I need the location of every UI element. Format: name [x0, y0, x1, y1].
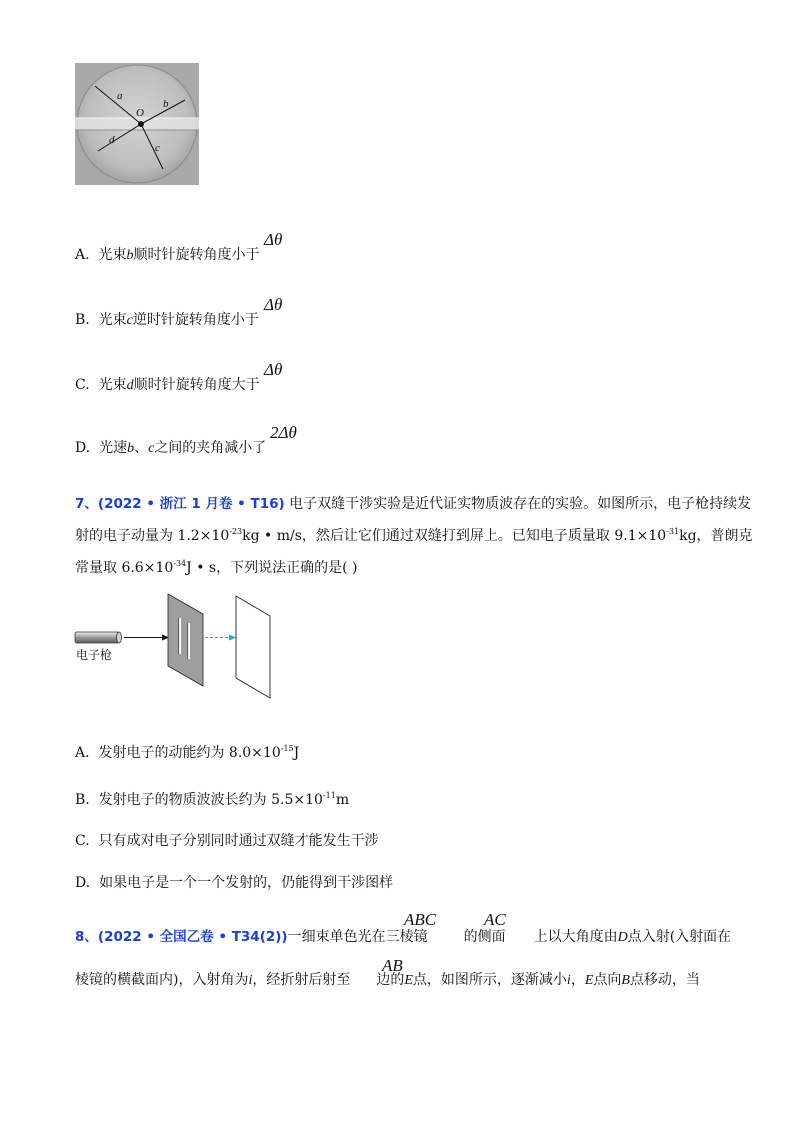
q6-option-b[interactable]: B. 光束c逆时针旋转角度小于 [75, 312, 259, 328]
q6-option-d[interactable]: D. 光速b、c之间的夹角减小了 [75, 440, 267, 456]
q6-option-a-math: Δθ [264, 230, 283, 249]
label-c: c [155, 142, 160, 154]
q8-math-ab: AB [382, 956, 403, 975]
q6-option-b-math: Δθ [264, 295, 283, 314]
label-d: d [109, 134, 115, 146]
double-slit-svg [70, 590, 290, 700]
electron-gun-label: 电子枪 [76, 648, 113, 662]
label-b: b [163, 98, 169, 110]
q7-option-b[interactable]: B. 发射电子的物质波波长约为 $5.5\times 10^{-11}m$ [75, 791, 350, 808]
q7-stem-line3: 常量取 $6.6\times 10^{-34}J$ • s，下列说法正确的是( ) [75, 559, 358, 576]
q8-math-abc: ABC [404, 910, 437, 929]
q8-stem-line2: 棱镜的横截面内)，入射角为i，经折射后射至 边的E点，如图所示，逐渐减小i，E点向B点移动，当 [75, 972, 700, 988]
q7-tag: 7、(2022 • 浙江 1 月卷 • T16) [75, 496, 285, 512]
screen [236, 596, 270, 698]
q7-stem-line2: 射的电子动量为 $1.2\times 10^{-23}kg$ • m/s，然后让它们通过双缝打到屏上。已知电子质量取 $9.1\times 10^{-31}kg$，普朗克 [75, 527, 753, 544]
q6-option-d-math: 2Δθ [270, 423, 297, 442]
q7-option-c[interactable]: C. 只有成对电子分别同时通过双缝才能发生干涉 [75, 833, 379, 849]
double-slit-diagram [70, 590, 290, 700]
q7-option-d[interactable]: D. 如果电子是一个一个发射的，仍能得到干涉图样 [75, 875, 394, 891]
q6-option-c-math: Δθ [264, 360, 283, 379]
glass-photo-svg [75, 63, 199, 185]
label-a: a [117, 90, 123, 102]
q7-option-a[interactable]: A. 发射电子的动能约为 $8.0\times 10^{-15}J$ [75, 744, 300, 761]
glass-photo [75, 63, 199, 185]
slit-plate [168, 594, 203, 686]
q6-option-c[interactable]: C. 光束d顺时针旋转角度大于 [75, 377, 260, 393]
glass-block [75, 118, 199, 130]
q8-stem-line1: 8、(2022 • 全国乙卷 • T34(2))一细束单色光在三棱镜 的侧面 上以大角度由D点入射(入射面在 [75, 929, 732, 945]
label-o: O [136, 107, 144, 119]
electron-gun [75, 632, 122, 643]
point-o [138, 121, 144, 127]
q6-option-a[interactable]: A. 光束b顺时针旋转角度小于 [75, 247, 260, 263]
q7-stem-line1: 7、(2022 • 浙江 1 月卷 • T16) 电子双缝干涉实验是近代证实物质波存在的实验。如图所示，电子枪持续发 [75, 496, 752, 512]
q8-tag: 8、(2022 • 全国乙卷 • T34(2)) [75, 929, 288, 945]
q8-math-ac: AC [484, 910, 506, 929]
